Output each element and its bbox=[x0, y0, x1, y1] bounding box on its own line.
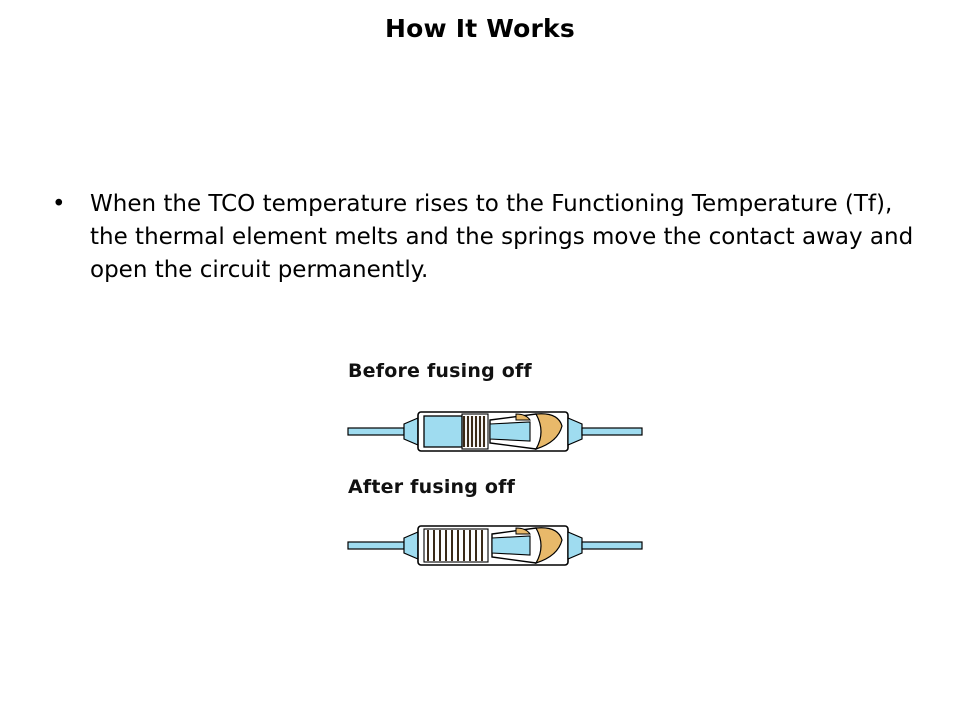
diagram-after-fusing-off bbox=[348, 526, 642, 565]
lead-taper-right-after bbox=[568, 532, 582, 559]
lead-wire-left-before bbox=[348, 428, 404, 435]
lead-taper-right-before bbox=[568, 418, 582, 445]
lead-wire-right-before bbox=[582, 428, 642, 435]
bullet-list bbox=[52, 188, 932, 287]
lead-taper-left-after bbox=[404, 532, 418, 559]
lead-wire-left-after bbox=[348, 542, 404, 549]
figure-label-before: Before fusing off bbox=[348, 360, 532, 382]
bullet-marker: • bbox=[52, 191, 66, 217]
bullet-text: When the TCO temperature rises to the Functioning Temperature (Tf), the thermal element melts and the springs move the contact away and open the circuit permanently. bbox=[90, 191, 914, 283]
lead-taper-left-before bbox=[404, 418, 418, 445]
tco-illustration bbox=[340, 352, 660, 572]
lead-wire-right-after bbox=[582, 542, 642, 549]
figure-label-after: After fusing off bbox=[348, 476, 516, 498]
diagram-before-fusing-off bbox=[348, 412, 642, 451]
list-item bbox=[52, 188, 932, 287]
thermal-pellet-before bbox=[424, 416, 462, 447]
tco-diagram bbox=[340, 352, 660, 572]
page-title: How It Works bbox=[385, 14, 575, 43]
